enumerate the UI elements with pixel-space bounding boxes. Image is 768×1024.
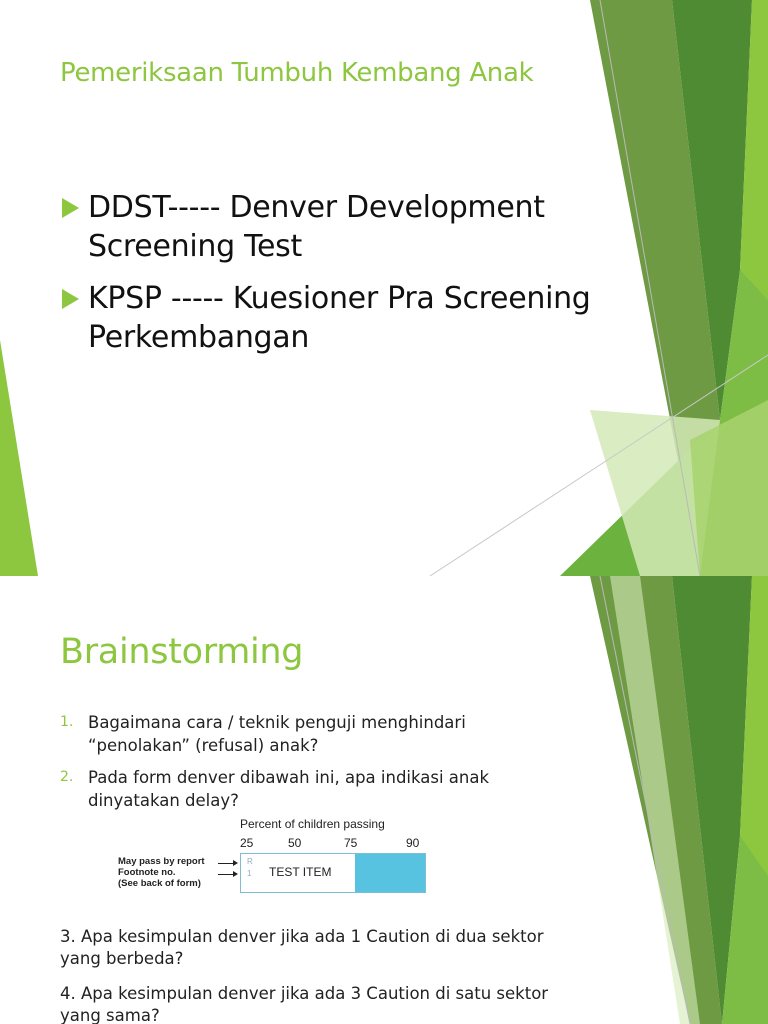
legend-label: (See back of form) (118, 878, 201, 889)
arrow-icon (218, 863, 236, 864)
arrow-icon (218, 874, 236, 875)
slide-1-title: Pemeriksaan Tumbuh Kembang Anak (60, 58, 534, 88)
tick-label: 50 (288, 836, 302, 850)
slide-1-bullet-list (62, 188, 632, 370)
figure-caption: Percent of children passing (240, 817, 385, 831)
question-list (60, 711, 560, 821)
question-item (60, 766, 560, 812)
report-marker: R (247, 857, 253, 866)
legend-label: May pass by report (118, 856, 205, 867)
bullet-text: DDST----- Denver Development Screening Test (88, 190, 545, 264)
legend-label: Footnote no. (118, 867, 176, 878)
figure-legend-labels (118, 856, 205, 889)
denver-test-item-figure (110, 814, 440, 904)
question-item (60, 711, 560, 757)
question-4-text: 4. Apa kesimpulan denver jika ada 3 Caution di satu sektor yang sama? (60, 984, 549, 1024)
question-text: Pada form denver dibawah ini, apa indikasi anak dinyatakan delay? (88, 768, 490, 810)
bullet-item (62, 188, 632, 266)
question-3-text: 3. Apa kesimpulan denver jika ada 1 Caution di dua sektor yang berbeda? (60, 927, 544, 968)
tick-label: 75 (344, 836, 358, 850)
triangle-bullet-icon (62, 198, 79, 218)
percentile-shaded-region (355, 854, 425, 892)
slide-2-title: Brainstorming (60, 632, 304, 672)
footnote-marker: 1 (247, 869, 252, 878)
test-item-label: TEST ITEM (269, 865, 332, 879)
question-number: 2. (60, 769, 74, 785)
tick-label: 90 (406, 836, 420, 850)
question-number: 1. (60, 714, 74, 730)
bullet-text: KPSP ----- Kuesioner Pra Screening Perkembangan (88, 281, 591, 355)
triangle-bullet-icon (62, 289, 79, 309)
test-item-bar (240, 853, 426, 893)
question-text: Bagaimana cara / teknik penguji menghindari “penolakan” (refusal) anak? (88, 713, 466, 755)
bullet-item (62, 279, 632, 357)
slide-2 (0, 576, 768, 1024)
tick-label: 25 (240, 836, 254, 850)
